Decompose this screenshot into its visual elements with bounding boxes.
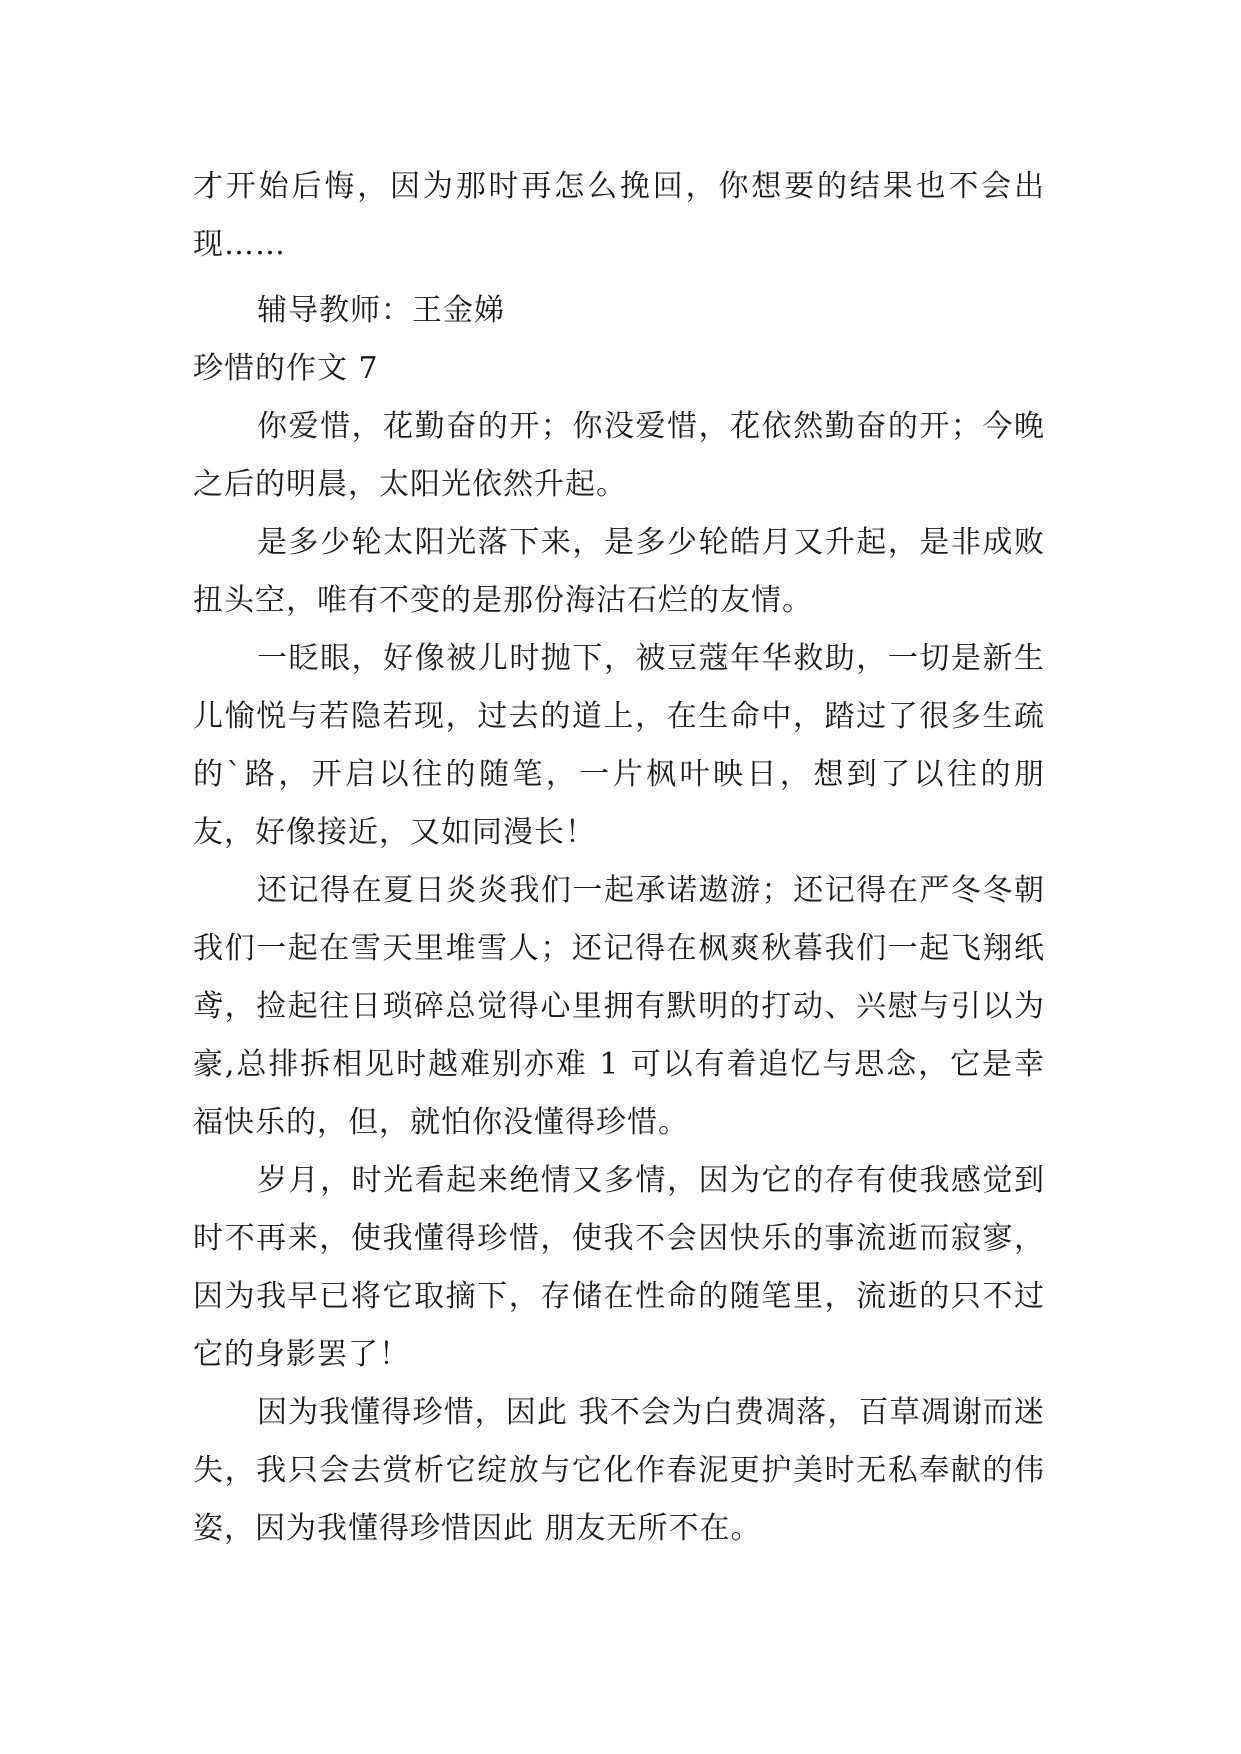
paragraph-4: 还记得在夏日炎炎我们一起承诺遨游；还记得在严冬冬朝我们一起在雪天里堆雪人；还记得在枫爽秋暮我们一起飞翔纸鸢，捡起往日琐碎总觉得心里拥有默明的打动、兴慰与引以为豪,总排拆相见时越难别亦难 1 可以有着追忆与思念，它是幸福快乐的，但，就怕你没懂得珍惜。 [193, 873, 1045, 1140]
advisor-line: 辅导教师：王金娣 [257, 293, 505, 328]
paragraph-2: 是多少轮太阳光落下来，是多少轮皓月又升起，是非成败扭头空，唯有不变的是那份海沽石烂的友情。 [193, 525, 1045, 618]
paragraph-1: 你爱惜，花勤奋的开；你没爱惜，花依然勤奋的开；今晚之后的明晨，太阳光依然升起。 [193, 409, 1045, 502]
paragraph-3: 一眨眼，好像被儿时抛下，被豆蔻年华救助，一切是新生儿愉悦与若隐若现，过去的道上，在生命中，踏过了很多生疏的`路，开启以往的随笔，一片枫叶映日，想到了以往的朋友，好像接近，又如同漫长！ [193, 641, 1045, 850]
paragraph-6: 因为我懂得珍惜，因此 我不会为白费凋落，百草凋谢而迷失，我只会去赏析它绽放与它化作春泥更护美时无私奉献的伟姿，因为我懂得珍惜因此 朋友无所不在。 [193, 1395, 1045, 1546]
continuation-paragraph: 才开始后悔，因为那时再怎么挽回，你想要的结果也不会出现…… [193, 169, 1045, 262]
document-body [193, 158, 1045, 1558]
essay-title: 珍惜的作文 7 [193, 351, 379, 386]
paragraph-5: 岁月，时光看起来绝情又多情，因为它的存有使我感觉到时不再来，使我懂得珍惜，使我不会因快乐的事流逝而寂寥，因为我早已将它取摘下，存储在性命的随笔里，流逝的只不过它的身影罢了！ [193, 1163, 1045, 1372]
